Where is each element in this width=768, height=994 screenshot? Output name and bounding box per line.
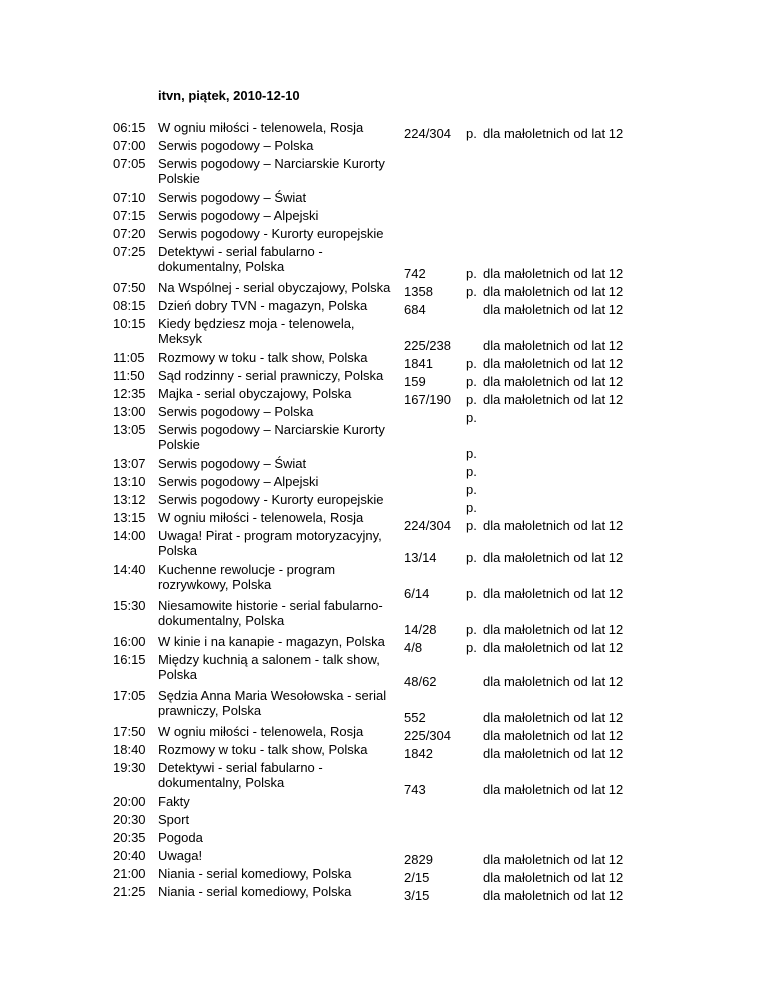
premiere-marker: p. bbox=[466, 500, 477, 515]
age-rating: dla małoletnich od lat 12 bbox=[483, 302, 624, 317]
episode-number: 742 bbox=[404, 266, 426, 281]
schedule-program-title: Detektywi - serial fabularno - dokumentalny, Polska bbox=[158, 244, 323, 274]
premiere-marker: p. bbox=[466, 410, 477, 425]
schedule-time: 17:05 bbox=[113, 688, 146, 703]
age-rating: dla małoletnich od lat 12 bbox=[483, 266, 624, 281]
episode-number: 552 bbox=[404, 710, 426, 725]
schedule-time: 06:15 bbox=[113, 120, 146, 135]
schedule-program-title: Dzień dobry TVN - magazyn, Polska bbox=[158, 298, 368, 313]
age-rating: dla małoletnich od lat 12 bbox=[483, 550, 624, 565]
episode-number: 1842 bbox=[404, 746, 433, 761]
age-rating: dla małoletnich od lat 12 bbox=[483, 710, 624, 725]
episode-number: 225/304 bbox=[404, 728, 451, 743]
age-rating: dla małoletnich od lat 12 bbox=[483, 640, 624, 655]
schedule-program-title: Niania - serial komediowy, Polska bbox=[158, 866, 352, 881]
age-rating: dla małoletnich od lat 12 bbox=[483, 392, 624, 407]
schedule-program-title: Niania - serial komediowy, Polska bbox=[158, 884, 352, 899]
schedule-program-title: Uwaga! bbox=[158, 848, 203, 863]
premiere-marker: p. bbox=[466, 640, 477, 655]
episode-number: 3/15 bbox=[404, 888, 430, 903]
schedule-program-title: W ogniu miłości - telenowela, Rosja bbox=[158, 510, 364, 525]
schedule-time: 07:50 bbox=[113, 280, 146, 295]
schedule-time: 11:50 bbox=[113, 368, 145, 383]
schedule-time: 13:00 bbox=[113, 404, 146, 419]
age-rating: dla małoletnich od lat 12 bbox=[483, 126, 624, 141]
schedule-program-title: Detektywi - serial fabularno - dokumentalny, Polska bbox=[158, 760, 323, 790]
schedule-time: 14:40 bbox=[113, 562, 146, 577]
schedule-time: 07:20 bbox=[113, 226, 146, 241]
schedule-time: 08:15 bbox=[113, 298, 146, 313]
premiere-marker: p. bbox=[466, 482, 477, 497]
schedule-program-title: Fakty bbox=[158, 794, 190, 809]
schedule-program-title: Między kuchnią a salonem - talk show, Polska bbox=[158, 652, 380, 682]
schedule-program-title: Serwis pogodowy – Polska bbox=[158, 404, 314, 419]
schedule-program-title: Rozmowy w toku - talk show, Polska bbox=[158, 742, 368, 757]
episode-number: 159 bbox=[404, 374, 426, 389]
schedule-program-title: Na Wspólnej - serial obyczajowy, Polska bbox=[158, 280, 391, 295]
page-title: itvn, piątek, 2010-12-10 bbox=[158, 88, 300, 103]
premiere-marker: p. bbox=[466, 374, 477, 389]
age-rating: dla małoletnich od lat 12 bbox=[483, 518, 624, 533]
premiere-marker: p. bbox=[466, 126, 477, 141]
schedule-program-title: Serwis pogodowy – Alpejski bbox=[158, 474, 319, 489]
schedule-time: 07:15 bbox=[113, 208, 146, 223]
schedule-program-title: Serwis pogodowy - Kurorty europejskie bbox=[158, 492, 384, 507]
episode-number: 1841 bbox=[404, 356, 433, 371]
age-rating: dla małoletnich od lat 12 bbox=[483, 586, 624, 601]
age-rating: dla małoletnich od lat 12 bbox=[483, 782, 624, 797]
schedule-time: 21:25 bbox=[113, 884, 146, 899]
schedule-time: 14:00 bbox=[113, 528, 146, 543]
premiere-marker: p. bbox=[466, 518, 477, 533]
age-rating: dla małoletnich od lat 12 bbox=[483, 338, 624, 353]
schedule-time: 18:40 bbox=[113, 742, 146, 757]
episode-number: 167/190 bbox=[404, 392, 451, 407]
episode-number: 743 bbox=[404, 782, 426, 797]
schedule-program-title: Serwis pogodowy – Narciarskie Kurorty Polskie bbox=[158, 422, 385, 452]
schedule-program-title: Serwis pogodowy – Alpejski bbox=[158, 208, 319, 223]
age-rating: dla małoletnich od lat 12 bbox=[483, 728, 624, 743]
schedule-time: 20:40 bbox=[113, 848, 146, 863]
schedule-program-title: Sąd rodzinny - serial prawniczy, Polska bbox=[158, 368, 384, 383]
premiere-marker: p. bbox=[466, 550, 477, 565]
schedule-time: 07:00 bbox=[113, 138, 146, 153]
schedule-program-title: W ogniu miłości - telenowela, Rosja bbox=[158, 120, 364, 135]
schedule-time: 07:25 bbox=[113, 244, 146, 259]
episode-number: 4/8 bbox=[404, 640, 423, 655]
schedule-time: 13:07 bbox=[113, 456, 146, 471]
schedule-program-title: W kinie i na kanapie - magazyn, Polska bbox=[158, 634, 385, 649]
schedule-program-title: Kiedy będziesz moja - telenowela, Meksyk bbox=[158, 316, 355, 346]
schedule-program-title: Rozmowy w toku - talk show, Polska bbox=[158, 350, 368, 365]
age-rating: dla małoletnich od lat 12 bbox=[483, 870, 624, 885]
schedule-time: 13:05 bbox=[113, 422, 146, 437]
schedule-program-title: Pogoda bbox=[158, 830, 203, 845]
schedule-time: 20:35 bbox=[113, 830, 146, 845]
episode-number: 224/304 bbox=[404, 126, 451, 141]
schedule-time: 12:35 bbox=[113, 386, 146, 401]
schedule-program-title: Serwis pogodowy – Narciarskie Kurorty Polskie bbox=[158, 156, 385, 186]
premiere-marker: p. bbox=[466, 356, 477, 371]
episode-number: 14/28 bbox=[404, 622, 437, 637]
schedule-program-title: Sędzia Anna Maria Wesołowska - serial prawniczy, Polska bbox=[158, 688, 387, 718]
schedule-program-title: Serwis pogodowy – Świat bbox=[158, 190, 307, 205]
schedule-time: 20:00 bbox=[113, 794, 146, 809]
age-rating: dla małoletnich od lat 12 bbox=[483, 674, 624, 689]
premiere-marker: p. bbox=[466, 464, 477, 479]
schedule-time: 13:10 bbox=[113, 474, 146, 489]
schedule-time: 19:30 bbox=[113, 760, 146, 775]
age-rating: dla małoletnich od lat 12 bbox=[483, 888, 624, 903]
schedule-time: 17:50 bbox=[113, 724, 146, 739]
schedule-time: 20:30 bbox=[113, 812, 146, 827]
premiere-marker: p. bbox=[466, 622, 477, 637]
schedule-time: 21:00 bbox=[113, 866, 146, 881]
episode-number: 2/15 bbox=[404, 870, 430, 885]
episode-number: 2829 bbox=[404, 852, 433, 867]
schedule-program-title: Serwis pogodowy - Kurorty europejskie bbox=[158, 226, 384, 241]
episode-number: 48/62 bbox=[404, 674, 437, 689]
schedule-program-title: Majka - serial obyczajowy, Polska bbox=[158, 386, 352, 401]
premiere-marker: p. bbox=[466, 392, 477, 407]
schedule-program-title: Niesamowite historie - serial fabularno-dokumentalny, Polska bbox=[158, 598, 383, 628]
episode-number: 13/14 bbox=[404, 550, 437, 565]
schedule-program-title: Serwis pogodowy – Świat bbox=[158, 456, 307, 471]
episode-number: 6/14 bbox=[404, 586, 430, 601]
age-rating: dla małoletnich od lat 12 bbox=[483, 622, 624, 637]
episode-number: 225/238 bbox=[404, 338, 451, 353]
age-rating: dla małoletnich od lat 12 bbox=[483, 374, 624, 389]
schedule-time: 11:05 bbox=[113, 350, 145, 365]
schedule-time: 10:15 bbox=[113, 316, 146, 331]
age-rating: dla małoletnich od lat 12 bbox=[483, 356, 624, 371]
schedule-time: 13:12 bbox=[113, 492, 146, 507]
age-rating: dla małoletnich od lat 12 bbox=[483, 852, 624, 867]
age-rating: dla małoletnich od lat 12 bbox=[483, 746, 624, 761]
schedule-time: 16:15 bbox=[113, 652, 146, 667]
schedule-time: 16:00 bbox=[113, 634, 146, 649]
schedule-time: 07:05 bbox=[113, 156, 146, 171]
premiere-marker: p. bbox=[466, 284, 477, 299]
schedule-program-title: Uwaga! Pirat - program motoryzacyjny, Polska bbox=[158, 528, 382, 558]
schedule-program-title: W ogniu miłości - telenowela, Rosja bbox=[158, 724, 364, 739]
premiere-marker: p. bbox=[466, 586, 477, 601]
premiere-marker: p. bbox=[466, 446, 477, 461]
episode-number: 684 bbox=[404, 302, 426, 317]
episode-number: 224/304 bbox=[404, 518, 451, 533]
schedule-time: 15:30 bbox=[113, 598, 146, 613]
schedule-program-title: Kuchenne rewolucje - program rozrywkowy, Polska bbox=[158, 562, 336, 592]
premiere-marker: p. bbox=[466, 266, 477, 281]
age-rating: dla małoletnich od lat 12 bbox=[483, 284, 624, 299]
schedule-program-title: Serwis pogodowy – Polska bbox=[158, 138, 314, 153]
episode-number: 1358 bbox=[404, 284, 433, 299]
schedule-time: 13:15 bbox=[113, 510, 146, 525]
schedule-program-title: Sport bbox=[158, 812, 190, 827]
schedule-time: 07:10 bbox=[113, 190, 146, 205]
